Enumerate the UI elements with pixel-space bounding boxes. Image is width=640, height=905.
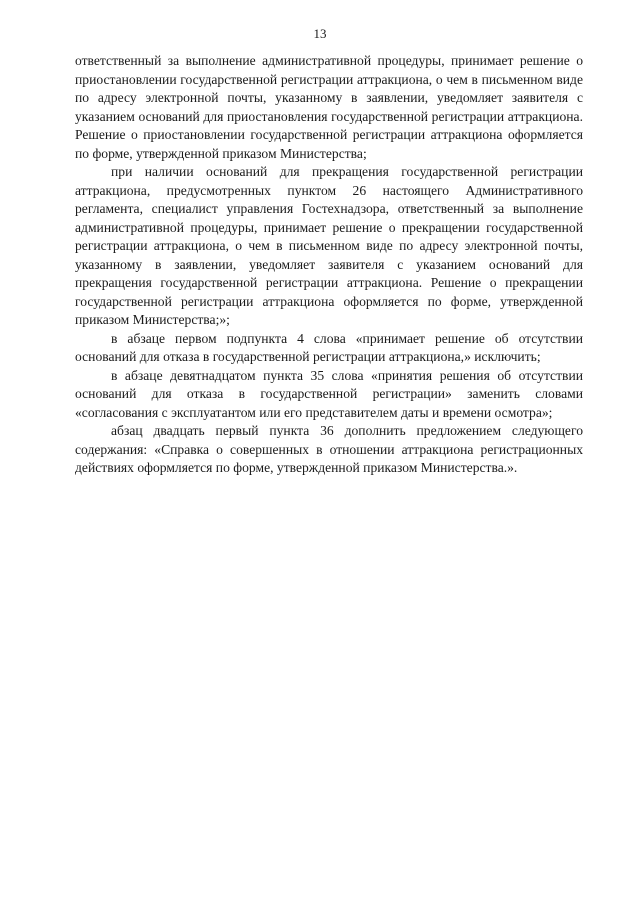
paragraph: абзац двадцать первый пункта 36 дополнить предложением следующего содержания: «Справка о совершенных в отношении аттракциона регистрационных действиях оформляется по форме, утвержденной приказом Министерства.». [75, 423, 583, 475]
paragraph: в абзаце первом подпункта 4 слова «принимает решение об отсутствии оснований для отказа в государственной регистрации аттракциона,» исключить; [75, 330, 583, 364]
paragraph: при наличии оснований для прекращения государственной регистрации аттракциона, предусмотренных пунктом 26 настоящего Административного регламента, специалист управления Гостехнадзора, ответственный за выполнение административной процедуры, принимает решение о прекращении государственной регистрации аттракциона, о чем в письменном виде по адресу электронной почты, указанному в заявлении, уведомляет заявителя с указанием оснований для прекращения государственной регистрации аттракциона. Решение о прекращении государственной регистрации аттракциона оформляется по форме, утвержденной приказом Министерства;»; [75, 164, 583, 327]
page-number: 13 [313, 26, 327, 41]
paragraph: ответственный за выполнение административной процедуры, принимает решение о приостановлении государственной регистрации аттракциона, о чем в письменном виде по адресу электронной почты, указанному в заявлении, уведомляет заявителя с указанием оснований для приостановления государственной регистрации аттракциона. Решение о приостановлении государственной регистрации аттракциона оформляется по форме, утвержденной приказом Министерства; [75, 53, 583, 161]
paragraph: в абзаце девятнадцатом пункта 35 слова «принятия решения об отсутствии оснований для отказа в государственной регистрации» заменить словами «согласования с эксплуатантом или его представителем даты и времени осмотра»; [75, 367, 583, 420]
document-body [75, 52, 583, 478]
